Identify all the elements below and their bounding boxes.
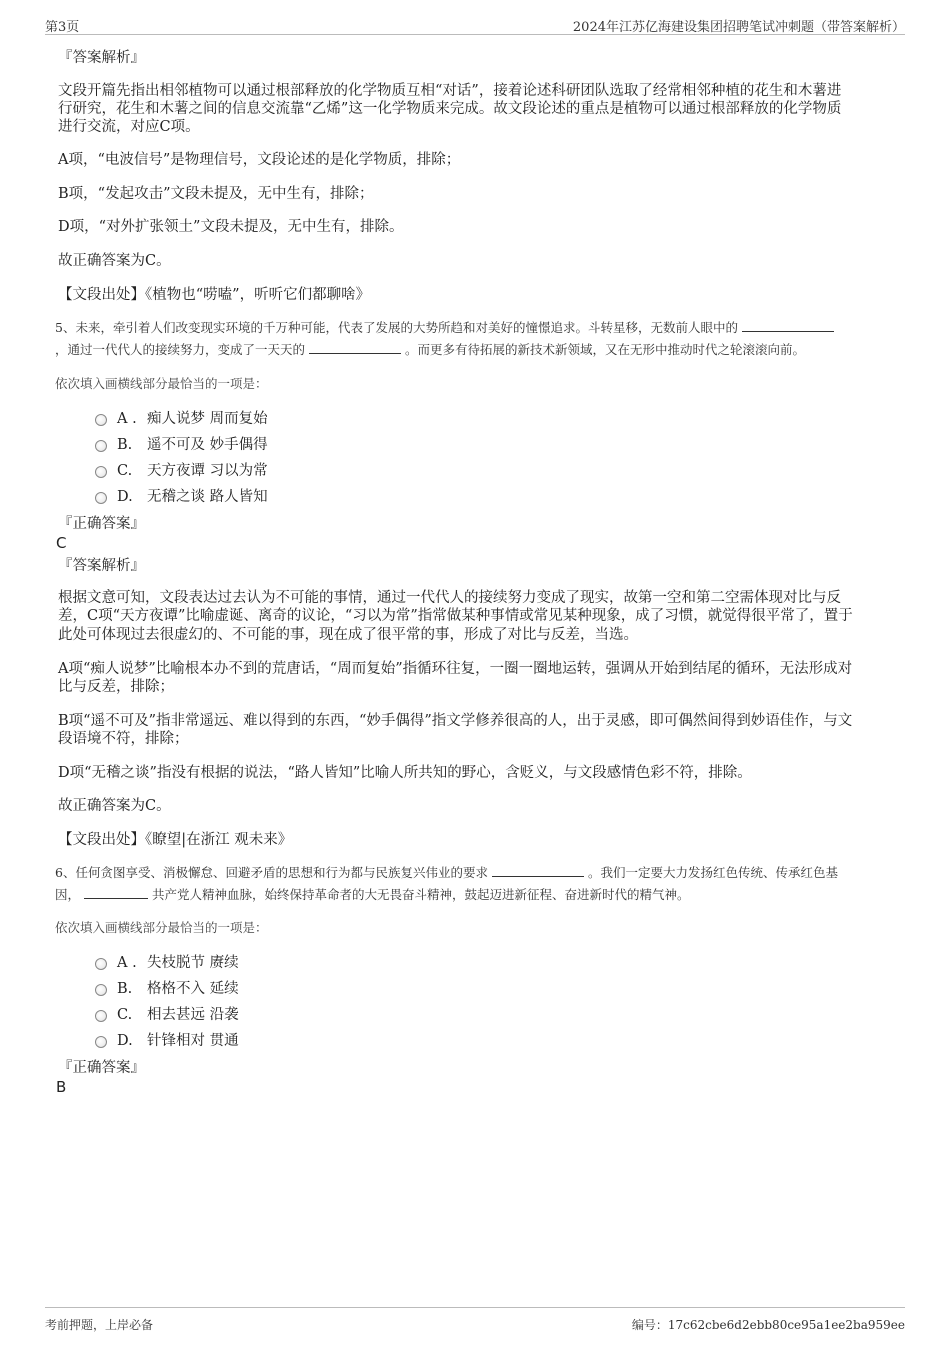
q4-analysis-option-d: D项，“对外扩张领土”文段未提及，无中生有，排除。 <box>58 219 404 235</box>
q5-option-d[interactable]: D. 无稽之谈 路人皆知 <box>95 487 268 507</box>
radio-icon[interactable] <box>95 466 107 478</box>
q5-analysis-option-b: 段语境不符，排除； <box>58 731 189 747</box>
radio-icon[interactable] <box>95 984 107 996</box>
footer-serial: 编号：17c62cbe6d2ebb80ce95a1ee2ba959ee <box>631 1318 905 1332</box>
q4-analysis-line: 进行交流，对应C项。 <box>58 119 200 135</box>
q6-option-d[interactable]: D. 针锋相对 贯通 <box>95 1031 239 1051</box>
radio-icon[interactable] <box>95 492 107 504</box>
q6-option-b[interactable]: B. 格格不入 延续 <box>95 979 239 999</box>
radio-icon[interactable] <box>95 414 107 426</box>
q5-analysis-line: 此处可体现过去很虚幻的、不可能的事，现在成了很平常的事，形成了对比与反差，当选。 <box>58 627 638 643</box>
q6-option-c[interactable]: C. 相去甚远 沿袭 <box>95 1005 239 1025</box>
q4-analysis-line: 文段开篇先指出相邻植物可以通过根部释放的化学物质互相“对话”，接着论述科研团队选取了经常相邻种植的花生和木薯进 <box>58 83 842 99</box>
page-footer <box>45 1307 905 1334</box>
q5-answer-heading: 『正确答案』 <box>58 516 145 532</box>
q5-blank-1 <box>742 317 834 332</box>
footer-slogan: 考前押题，上岸必备 <box>45 1318 154 1332</box>
q6-blank-2 <box>84 884 148 899</box>
q6-blank-1 <box>492 862 584 877</box>
q6-stem-line2b: 共产党人精神血脉，始终保持革命者的大无畏奋斗精神，鼓起迈进新征程、奋进新时代的精气神。 <box>151 887 690 902</box>
radio-icon[interactable] <box>95 1010 107 1022</box>
q4-analysis-option-b: B项，“发起攻击”文段未提及，无中生有，排除； <box>58 186 374 202</box>
q4-conclusion: 故正确答案为C。 <box>58 253 171 269</box>
radio-icon[interactable] <box>95 958 107 970</box>
radio-icon[interactable] <box>95 440 107 452</box>
q6-answer: B <box>56 1078 67 1096</box>
q5-analysis-heading: 『答案解析』 <box>58 558 145 574</box>
q4-analysis-option-a: A项，“电波信号”是物理信号，文段论述的是化学物质，排除； <box>58 152 461 168</box>
q5-option-b[interactable]: B. 遥不可及 妙手偶得 <box>95 435 268 455</box>
radio-icon[interactable] <box>95 1036 107 1048</box>
q5-analysis-option-a: A项“痴人说梦”比喻根本办不到的荒唐话，“周而复始”指循环往复，一圈一圈地运转，强调从开始到结尾的循环，无法形成对 <box>58 661 853 677</box>
q6-stem-line1b: 。我们一定要大力发扬红色传统、传承红色基 <box>587 865 838 880</box>
q5-analysis-line: 差，C项“天方夜谭”比喻虚诞、离奇的议论，“习以为常”指常做某种事情或常见某种现象，成了习惯，就觉得很平常了，置于 <box>58 608 853 624</box>
q5-conclusion: 故正确答案为C。 <box>58 798 171 814</box>
q5-analysis-option-b: B项“遥不可及”指非常遥远、难以得到的东西，“妙手偶得”指文学修养很高的人，出于灵感，即可偶然间得到妙语佳作，与文 <box>58 713 853 729</box>
q5-source: 【文段出处】《瞭望|在浙江 观未来》 <box>58 832 293 848</box>
page-header <box>45 14 905 35</box>
q6-stem <box>55 862 890 906</box>
q6-prompt: 依次填入画横线部分最恰当的一项是： <box>55 920 268 935</box>
document-title: 2024年江苏亿海建设集团招聘笔试冲刺题（带答案解析） <box>572 20 905 35</box>
q6-option-a[interactable]: A . 失枝脱节 赓续 <box>95 953 239 973</box>
q5-stem-line2b: 。而更多有待拓展的新技术新领域，又在无形中推动时代之轮滚滚向前。 <box>404 342 805 357</box>
q5-analysis-option-d: D项“无稽之谈”指没有根据的说法，“路人皆知”比喻人所共知的野心，含贬义，与文段感情色彩不符，排除。 <box>58 765 752 781</box>
q5-option-a[interactable]: A . 痴人说梦 周而复始 <box>95 409 268 429</box>
q5-blank-2 <box>309 339 401 354</box>
q5-analysis-line: 根据文意可知，文段表达过去认为不可能的事情，通过一代代人的接续努力变成了现实，故第一空和第二空需体现对比与反 <box>58 590 841 606</box>
q5-stem-line2a: ，通过一代代人的接续努力，变成了一天天的 <box>55 342 306 357</box>
q6-stem-line1a: 6、任何贪图享受、消极懈怠、回避矛盾的思想和行为都与民族复兴伟业的要求 <box>55 865 488 880</box>
page-number: 第3页 <box>45 20 80 35</box>
q5-analysis-option-a: 比与反差，排除； <box>58 679 174 695</box>
q5-stem <box>55 317 890 361</box>
q4-analysis-heading: 『答案解析』 <box>58 50 145 66</box>
q6-stem-line2a: 因， <box>55 887 81 902</box>
q5-answer: C <box>56 534 67 552</box>
q5-option-c[interactable]: C. 天方夜谭 习以为常 <box>95 461 268 481</box>
q4-source: 【文段出处】《植物也“唠嗑”，听听它们都聊啥》 <box>58 287 371 303</box>
q4-analysis-line: 行研究，花生和木薯之间的信息交流靠“乙烯”这一化学物质来完成。故文段论述的重点是植物可以通过根部释放的化学物质 <box>58 101 842 117</box>
q6-answer-heading: 『正确答案』 <box>58 1060 145 1076</box>
q5-stem-line1: 5、未来，牵引着人们改变现实环境的千万种可能，代表了发展的大势所趋和对美好的憧憬追求。斗转星移，无数前人眼中的 <box>55 320 738 335</box>
q5-prompt: 依次填入画横线部分最恰当的一项是： <box>55 376 268 391</box>
